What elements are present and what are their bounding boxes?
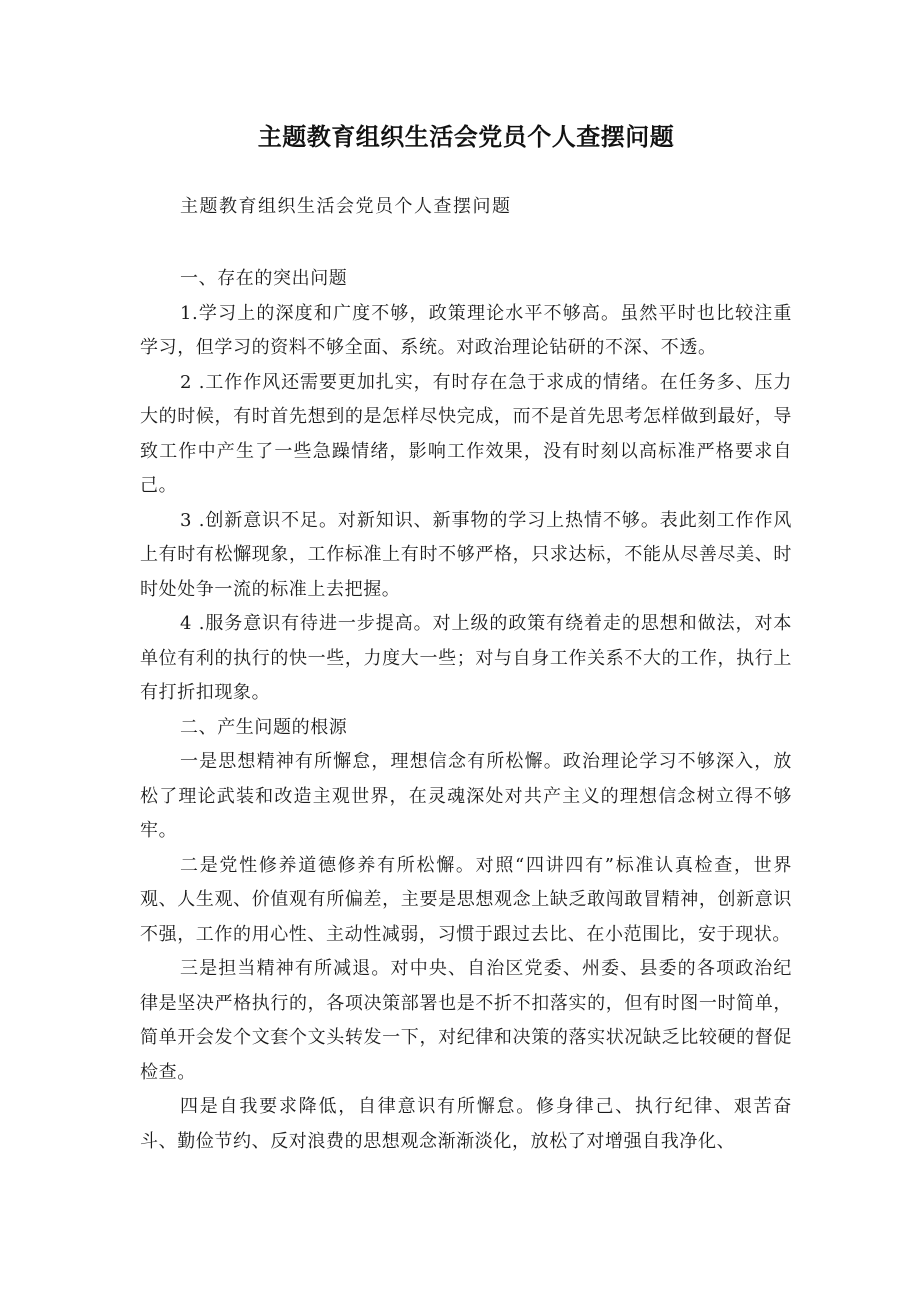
section-heading-roots: 二、产生问题的根源 [180,716,348,738]
paragraph-root-3: 三是担当精神有所减退。对中央、自治区党委、州委、县委的各项政治纪律是坚决严格执行的，各项决策部署也是不折不扣落实的，但有时图一时简单，简单开会发个文套个文头转发一下，对纪律和决策的落实状况缺乏比较硬的督促检查。 [140,958,792,1083]
paragraph-item-3: 3 .创新意识不足。对新知识、新事物的学习上热情不够。表此刻工作作风上有时有松懈现象，工作标准上有时不够严格，只求达标，不能从尽善尽美、时时处处争一流的标准上去把握。 [140,509,792,600]
paragraph-item-1: 1.学习上的深度和广度不够，政策理论水平不够高。虽然平时也比较注重学习，但学习的资料不够全面、系统。对政治理论钻研的不深、不透。 [140,302,792,358]
document-page [140,120,792,1159]
paragraph-item-2: 2 .工作作风还需要更加扎实，有时存在急于求成的情绪。在任务多、压力大的时候，有时首先想到的是怎样尽快完成，而不是首先思考怎样做到最好，导致工作中产生了一些急躁情绪，影响工作效果，没有时刻以高标准严格要求自己。 [140,371,792,496]
section-heading-problems: 一、存在的突出问题 [180,268,348,289]
document-subtitle: 主题教育组织生活会党员个人查摆问题 [180,196,512,217]
paragraph-root-4: 四是自我要求降低，自律意识有所懈怠。修身律己、执行纪律、艰苦奋斗、勤俭节约、反对浪费的思想观念渐渐淡化，放松了对增强自我净化、 [140,1096,792,1152]
document-title: 主题教育组织生活会党员个人查摆问题 [257,123,675,151]
paragraph-root-2: 二是党性修养道德修养有所松懈。对照“四讲四有”标准认真检查，世界观、人生观、价值观有所偏差，主要是思想观念上缺乏敢闯敢冒精神，创新意识不强，工作的用心性、主动性减弱，习惯于跟过去比、在小范围比，安于现状。 [140,854,792,945]
paragraph-root-1: 一是思想精神有所懈怠，理想信念有所松懈。政治理论学习不够深入，放松了理论武装和改造主观世界，在灵魂深处对共产主义的理想信念树立得不够牢。 [140,751,792,841]
paragraph-item-4: 4 .服务意识有待进一步提高。对上级的政策有绕着走的思想和做法，对本单位有利的执行的快一些，力度大一些；对与自身工作关系不大的工作，执行上有打折扣现象。 [140,613,792,703]
